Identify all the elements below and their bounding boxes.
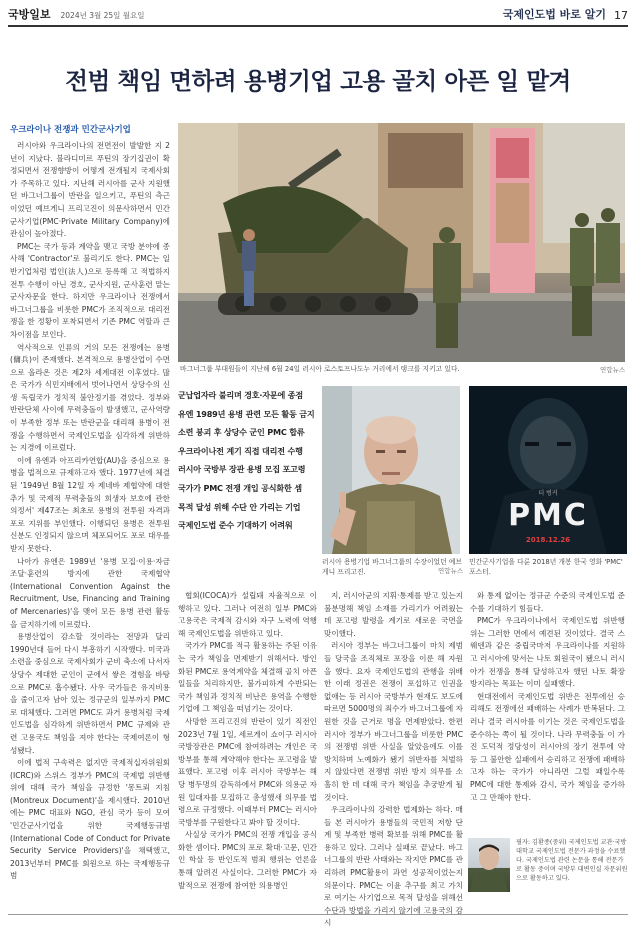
main-photo-caption: 바그너그룹 부대원들이 지난해 6월 24일 러시아 로스토프나도누 거리에서 탱크를 지키고 있다. bbox=[180, 365, 460, 373]
prigozhin-photo bbox=[322, 386, 460, 554]
paragraph: 사망한 프리고진의 반란이 있기 직전인 2023년 7월 1일, 세르게이 쇼이구 러시아 국방장관은 PMC에 참여하려는 개인은 국방부를 통해 계약해야 한다는 포고령을 발표했다. 포고령 이후 러시아 국방부는 해당 병두명의 감독하에서 PMC와 의용군 자원 입대자를 모집하고 총성했새 의무를 법령으로 규정했다. 이때부터 PMC는 러시아 국방부를 구원한다고 봐야 할 것이다. bbox=[178, 716, 317, 827]
author-photo bbox=[468, 838, 510, 892]
poster-subtitle: 더 벙커 bbox=[538, 490, 558, 497]
main-photo-tank bbox=[178, 123, 625, 362]
summary-line: 국제인도법 준수 기대하기 어려워 bbox=[178, 520, 293, 531]
page-header bbox=[8, 5, 628, 27]
paragraph: PMC는 국가 등과 계약을 맺고 국방 분야에 종사해 'Contractor'로 불리기도 한다. PMC는 일반기업처럼 법인(法人)으로 등록해 고 적법하지 전투 수행이 아닌 경호, 군사지원, 군사훈련 맡는 군사자문을 한다. 하지만 우크라이나 전쟁에서 바그너그룹을 비롯한 PMC가 조직적으로 대리전쟁을 한 정황이 포착되면서 기존 PMC 역할과 큰 차이점을 보인다. bbox=[10, 241, 170, 339]
paper-name: 국방일보 bbox=[8, 8, 51, 21]
paragraph: PMC가 우크라이나에서 국제인도법 위반행위는 그러한 면에서 예견된 것이었다. 결국 스웨덴과 같은 중립국마저 우크라이나를 지원하고 러시아에 맞서는 나토 회원국이 됐으니 러시아가 전쟁을 통해 달성하고자 했던 나토 확장 방지라는 목표는 이미 실패했다. bbox=[470, 616, 625, 689]
poster-date: 2018.12.26 bbox=[525, 536, 571, 544]
paragraph: 지, 러시아군의 지휘·통제를 받고 있는지 불분명해 책임 소재를 가리기가 어려웠는데 포고령 발령을 계기로 새로운 국면을 맞이했다. bbox=[324, 591, 463, 638]
summary-line: 유엔 1989년 용병 관련 모든 활동 금지 bbox=[178, 408, 315, 419]
paragraph: 용병산업이 감소할 것이라는 전망과 달리 1990년대 들어 다시 부흥하기 시작했다. 미국과 소련을 중심으로 국제사회가 군비 축소에 나서자 상당수 제대한 군인이 군에서 쌓은 경험을 바탕으로 PMC로 흡수됐다. 사우 국가들은 유지비용을 줄이고자 남아 있는 정규군의 일부까지 PMC로 대체했다. 그러면 PMC도 과거 용병처럼 국제인도법을 심각하게 위반하면서 PMC 규제와 관련 고용국도 책임을 져야 한다는 국제여론이 형성됐다. bbox=[10, 632, 170, 755]
article-column-4 bbox=[470, 590, 625, 828]
author-portrait-icon bbox=[468, 838, 510, 892]
paragraph: 이에 법적 구속력은 없지만 국제적십자위원회(ICRC)와 스위스 정부가 PMC의 국제법 위반행위에 대해 국가 책임을 규정한 '몽트뢰 지침(Montreux Document)'을 제시했다. 2010년에는 PMC 대표와 NGO, 관심 국가 등이 모여 '민간군사기업을 위한 국제행동규범(International Code of Conduct for Private Security Service Providers)'을 채택했고, 2013년부터 PMC를 회원으로 하는 국제행동규범 bbox=[10, 758, 170, 881]
article-column-1 bbox=[10, 140, 170, 910]
paragraph: 현대전에서 국제인도법 위반은 전투에선 승리해도 전쟁에선 패배하는 사례가 반복된다. 그러나 결국 러시아를 이기는 것은 국제인도법을 준수하는 쪽이 될 것이다. 나라 무력충돌 이 가진 도덕적 정당성이 러시아의 장기 전투에 약 등 그 불안한 실패에서 승리하고 전쟁에 패배하고자 하는 국가가 아니라면 그럴 패일수록 PMC에 대한 통제와 감시, 국가 책임을 증가하고 그 만해야 한다. bbox=[470, 691, 625, 802]
summary-box bbox=[178, 386, 316, 535]
prigozhin-caption: 러시아 용병기업 바그너그룹의 수장이었던 예브게니 프리고진. bbox=[322, 558, 462, 576]
paragraph: 러시아와 우크라이나의 전면전이 발발한 지 2년이 지났다. 블라디미르 푸틴의 장기집권이 확정되면서 전쟁향방이 어떻게 전개될지 국제사회가 주목하고 있다. 지난해 러시아를 군사 지원했던 바그너그룹이 반란을 일으키고, 푸틴의 측근이었던 예브게니 프리고진이 의문사하면서 민간군사기업(PMC·Private Military Company)에 관심이 높아졌다. bbox=[10, 141, 170, 239]
paragraph: 나아가 유엔은 1989년 '용병 모집·이용·자금조달·훈련의 방지에 관한 국제협약(International Convention Against the Recruitment, Use, Financing and Training of Mercenaries)'을 맺어 모든 용병 관련 활동을 금지하기에 이르렀다. bbox=[10, 556, 170, 629]
article-headline: 전범 책임 면하려 용병기업 고용 골치 아픈 일 맡겨 bbox=[65, 67, 571, 95]
section-title: 국제인도법 바로 알기 bbox=[502, 8, 606, 21]
paragraph: 우크라이나의 강력한 법제화는 하다. 매들 본 러시아가 용병들의 국민적 저항 단계 및 부족한 병력 확보를 위해 PMC를 활용하고 있다. 그러나 실패로 끝났다. 바그너그룹의 반란 사태와는 작지만 PMC를 관리하려 PMC활용이 과연 성공적이었는지 의문이다. PMC는 이윤 추구를 최고 가치로 여기는 사기업으로 목적 달성을 위해선 수단과 방법을 가리지 않기에 고용국의 감시 bbox=[324, 805, 463, 928]
page-number: 17 bbox=[614, 9, 628, 22]
article-column-3 bbox=[324, 590, 464, 928]
paragraph: 국가가 PMC를 적극 활용하는 주된 이유는 국가 책임을 면제받기 위해서다. 방인화된 PMC로 용역계약을 체결해 골치 아픈 일들을 처리하지만, 불가피하게 수반되는 국가 책임과 정치적 비난은 용역을 수행한 기업에 그 책임을 떠넘기는 것이다. bbox=[178, 641, 317, 714]
summary-line: 군납업자라 불리며 경호·자문에 종점 bbox=[178, 390, 304, 400]
author-bio: 필자: 김환종(중위) 국제인도법 교관·국방대학교 국제인도법 전문가 과정을 수료했다. 국제인도법 관련 논문을 통해 전문가로 활동 중이며 국방부 대변인실 자문위원으로 활동하고 있다. bbox=[516, 839, 628, 882]
footer-divider bbox=[8, 914, 628, 915]
summary-line: 목적 달성 위해 수단 안 가리는 기업 bbox=[178, 501, 301, 512]
summary-line: 국가가 PMC 전쟁 개입 공식화한 셈 bbox=[178, 482, 302, 493]
summary-line: 소련 붕괴 후 상당수 군인 PMC 합류 bbox=[178, 427, 305, 438]
issue-date: 2024년 3월 25일 월요일 bbox=[60, 11, 145, 20]
article-column-2 bbox=[178, 590, 317, 908]
paragraph: 역사적으로 인류의 거의 모든 전쟁에는 용병(傭兵)이 존재했다. 본격적으로 용병산업이 수면으로 올라온 것은 제2차 세계대전 이후였다. 많은 국가가 식민지배에서 벗어나면서 상당수의 신생 독립국가 정치적 불안정기를 겪었다. 정부와 반란단체 사이에 무력충돌이 발생했고, 군사역량이 부족한 정부 또는 반란군을 대리해 용병이 전쟁을 수행하면서 국제인도법을 심각하게 위반하는 지경에 이르렀다. bbox=[10, 342, 170, 453]
paragraph: 이에 유엔과 아프리카연합(AU)을 중심으로 용병을 법적으로 규제하고자 했다. 1977년에 체결된 '1949년 8월 12일 자 제네바 제협약에 대한 추가 및 국제적 무력충돌의 희생자 보호에 관한 의정서' 제47조는 최초로 용병의 전투원 자격과 포로 지위를 부인했다. 이행되던 용병은 전투원 신분도 인정되지 않으며 체포되어도 포로 대우를 받지 못한다. bbox=[10, 455, 170, 553]
pmc-movie-poster bbox=[469, 386, 627, 554]
poster-caption: 민간군사기업을 다룬 2018년 개봉 한국 영화 'PMC' 포스터. bbox=[469, 558, 623, 576]
author-box bbox=[468, 838, 628, 908]
portrait-illustration bbox=[322, 386, 460, 554]
poster-title: PMC bbox=[508, 498, 588, 533]
article-subhead: 우크라이나 전쟁과 민간군사기업 bbox=[10, 125, 131, 135]
paragraph: 러시아 정부는 바그너그룹이 마치 제범들 당국을 조직체로 포장을 이룬 해 자원을 했다. 요자 국제인도법의 관행을 위배한 이래 정권은 전쟁이 포섭하고 인권을 없애는 등 러시아 국방부가 현재도 보도에 따르면 5000명의 죄수가 바그너그룹에 자원한 것을 근거로 명을 면제받았다. 한편 러시아 정부가 바그너그룹을 비롯한 PMC의 전쟁범 위반 사실을 알았음에도 이를 방치하며 노예화가 됐기 위반자를 처벌하지 않았다면 전쟁범 위반 방지 의무를 소홀히 한 데 대해 국가 책임을 추궁받게 될 것이다. bbox=[324, 641, 464, 802]
main-photo-credit: 연합뉴스 bbox=[600, 366, 626, 374]
paragraph: 사실상 국가가 PMC의 전쟁 개입을 공식화한 셈이다. PMC의 포로 확대·고문, 민간인 학살 등 반인도적 범죄 행위는 언론을 통해 알려진 사실이다. 그러한 PMC가 자발적으로 전쟁에 참여한 의용병인 bbox=[178, 830, 317, 890]
summary-line: 러시아 국방부 장관 용병 모집 포고령 bbox=[178, 464, 306, 475]
tank-scene-illustration bbox=[178, 123, 625, 362]
summary-line: 우크라이나전 계기 직접 대리전 수행 bbox=[178, 445, 303, 456]
paragraph: 와 통제 없이는 정규군 수준의 국제인도법 준수를 기대하기 힘들다. bbox=[470, 591, 625, 613]
prigozhin-credit: 연합뉴스 bbox=[438, 567, 464, 575]
paragraph: 협회(ICOCA)가 설립돼 자율적으로 이행하고 있다. 그러나 여전히 일부 PMC와 고용국은 국제적 감시와 자구 노력에 역행해 국제인도법을 위반하고 있다. bbox=[178, 591, 317, 638]
